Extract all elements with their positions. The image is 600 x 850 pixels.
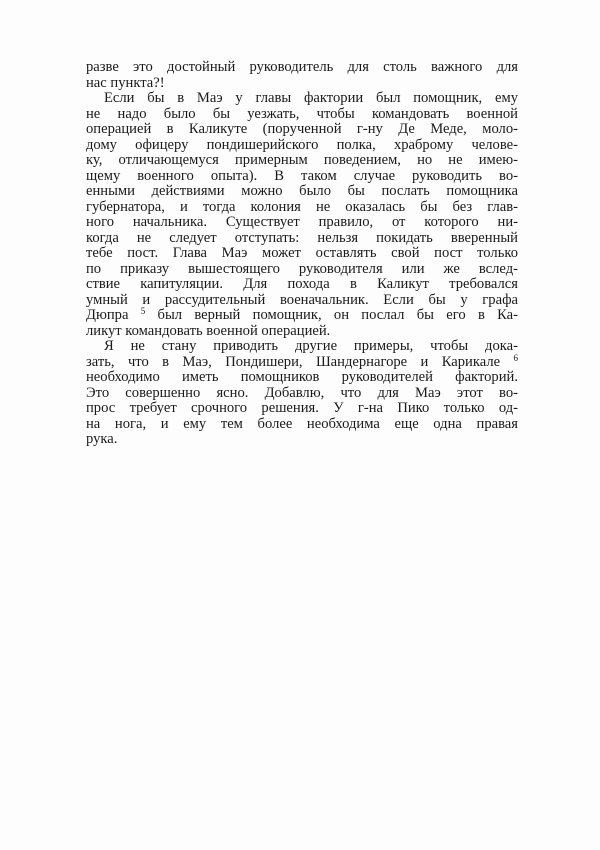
text-line: Я не стану приводить другие примеры, чтобы дока- [104,338,518,354]
text-line: ку, отличающемуся примерным поведением, но не имею- [86,152,518,168]
paragraph [86,339,518,448]
text-line: по приказу вышестоящего руководителя или же вслед- [86,260,518,277]
text-line: дому офицеру пондишерийского полка, храброму челове- [86,136,518,153]
text-line: Это совершенно ясно. Добавлю, что для Маэ этот во- [86,384,518,401]
text-line: рука. [86,431,118,447]
text-line: ликут командовать военной операцией. [86,322,331,339]
text-line: щему военного опыта). В таком случае руководить во- [86,167,518,184]
text-line: не надо было бы уезжать, чтобы командовать военной [86,105,518,122]
text-line: на нога, и ему тем более необходима еще одна правая [86,415,518,432]
text-line: разве это достойный руководитель для столь важного для [86,59,518,75]
text-line: тебе пост. Глава Маэ может оставлять свой пост только [86,245,518,261]
text-line: нас пункта?! [86,74,165,91]
text-line: прос требует срочного решения. У г-на Пико только од- [86,400,518,416]
paragraph [86,60,518,91]
body-text [86,60,518,448]
paragraph [86,91,518,339]
text-line: когда не следует отступать: нельзя покидать вверенный [86,229,518,246]
text-line: необходимо иметь помощников руководителей факторий. [86,369,518,385]
text-line: Если бы в Маэ у главы фактории был помощник, ему [104,90,518,106]
text-line: умный и рассудительный военачальник. Если бы у графа [86,291,518,308]
footnote-mark: 5 [140,306,146,316]
text-line: енными действиями можно было бы послать помощника [86,183,518,199]
text-line: губернатора, и тогда колония не оказалась бы без глав- [86,198,518,215]
text-line: ствие капитуляции. Для похода в Каликут требовался [86,276,518,292]
text-line: зать, что в Маэ, Пондишери, Шандернагоре и Карикале $^6$ [86,352,518,370]
footnote-mark: 6 [513,352,518,363]
text-line: Дюпра $^5$ был верный помощник, он послал бы его в Ка- [86,306,519,323]
text-line: операцией в Каликуте (порученной г-ну Де Меде, моло- [86,121,518,137]
text-line: ного начальника. Существует правило, от которого ни- [86,214,518,230]
